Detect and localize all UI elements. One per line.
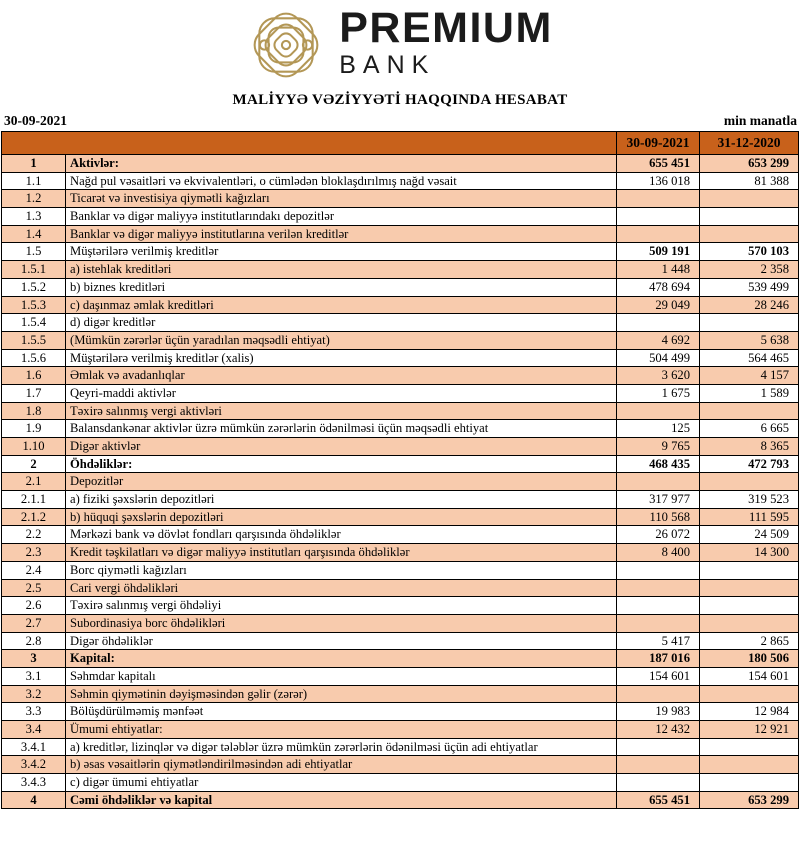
table-row	[2, 208, 799, 226]
row-number-cell: 2.8	[2, 632, 66, 650]
value-current-cell	[617, 738, 700, 756]
value-current-cell	[617, 225, 700, 243]
table-row	[2, 278, 799, 296]
value-current-cell	[617, 561, 700, 579]
row-label-cell: c) digər ümumi ehtiyatlar	[66, 774, 617, 792]
table-row	[2, 508, 799, 526]
value-prior-cell: 12 984	[700, 703, 799, 721]
row-label-cell: Digər aktivlər	[66, 438, 617, 456]
table-row	[2, 296, 799, 314]
table-row	[2, 614, 799, 632]
row-number-cell: 1.10	[2, 438, 66, 456]
table-row	[2, 561, 799, 579]
row-label-cell: Ümumi ehtiyatlar:	[66, 721, 617, 739]
value-current-cell	[617, 579, 700, 597]
value-prior-cell	[700, 614, 799, 632]
row-number-cell: 3.1	[2, 667, 66, 685]
value-current-cell	[617, 756, 700, 774]
value-current-cell: 3 620	[617, 367, 700, 385]
row-number-cell: 1.8	[2, 402, 66, 420]
report-table-body	[2, 155, 799, 809]
row-label-cell: Kapital:	[66, 650, 617, 668]
table-row	[2, 703, 799, 721]
table-row	[2, 384, 799, 402]
table-header-row	[2, 132, 799, 155]
value-current-cell: 468 435	[617, 455, 700, 473]
row-label-cell: Borc qiymətli kağızları	[66, 561, 617, 579]
row-label-cell: (Mümkün zərərlər üçün yaradılan məqsədli ehtiyat)	[66, 331, 617, 349]
row-label-cell: Digər öhdəliklər	[66, 632, 617, 650]
value-prior-cell	[700, 190, 799, 208]
table-row	[2, 190, 799, 208]
row-label-cell: Kredit təşkilatları və digər maliyyə institutları qarşısında öhdəliklər	[66, 544, 617, 562]
row-number-cell: 2.1	[2, 473, 66, 491]
header-stub-cell	[2, 132, 617, 155]
row-label-cell: d) digər kreditlər	[66, 314, 617, 332]
table-row	[2, 491, 799, 509]
row-label-cell: Müştərilərə verilmiş kreditlər (xalis)	[66, 349, 617, 367]
value-prior-cell	[700, 597, 799, 615]
row-number-cell: 1.7	[2, 384, 66, 402]
value-current-cell: 154 601	[617, 667, 700, 685]
value-prior-cell	[700, 208, 799, 226]
value-current-cell: 19 983	[617, 703, 700, 721]
value-prior-cell: 12 921	[700, 721, 799, 739]
value-prior-cell: 5 638	[700, 331, 799, 349]
value-prior-cell: 28 246	[700, 296, 799, 314]
table-row	[2, 774, 799, 792]
value-prior-cell	[700, 579, 799, 597]
row-label-cell: Balansdankənar aktivlər üzrə mümkün zərərlərin ödənilməsi üçün məqsədli ehtiyat	[66, 420, 617, 438]
row-number-cell: 1.9	[2, 420, 66, 438]
table-row	[2, 172, 799, 190]
value-current-cell: 9 765	[617, 438, 700, 456]
row-label-cell: Təxirə salınmış vergi öhdəliyi	[66, 597, 617, 615]
value-prior-cell: 111 595	[700, 508, 799, 526]
page-title: MALİYYƏ VƏZİYYƏTİ HAQQINDA HESABAT	[232, 92, 568, 108]
table-row	[2, 402, 799, 420]
row-label-cell: Öhdəliklər:	[66, 455, 617, 473]
value-prior-cell	[700, 685, 799, 703]
table-row	[2, 650, 799, 668]
value-prior-cell: 653 299	[700, 791, 799, 809]
value-prior-cell: 14 300	[700, 544, 799, 562]
table-row	[2, 438, 799, 456]
row-label-cell: c) daşınmaz əmlak kreditləri	[66, 296, 617, 314]
value-current-cell: 110 568	[617, 508, 700, 526]
value-prior-cell	[700, 756, 799, 774]
row-number-cell: 1.5.5	[2, 331, 66, 349]
table-row	[2, 756, 799, 774]
value-current-cell: 26 072	[617, 526, 700, 544]
value-current-cell	[617, 597, 700, 615]
table-row	[2, 597, 799, 615]
value-current-cell	[617, 774, 700, 792]
row-number-cell: 1.5.3	[2, 296, 66, 314]
row-number-cell: 2.1.2	[2, 508, 66, 526]
value-prior-cell: 472 793	[700, 455, 799, 473]
value-current-cell	[617, 402, 700, 420]
row-label-cell: b) əsas vəsaitlərin qiymətləndirilməsindən adi ehtiyatlar	[66, 756, 617, 774]
row-number-cell: 3.4.1	[2, 738, 66, 756]
value-current-cell: 509 191	[617, 243, 700, 261]
interlaced-knot-icon	[247, 6, 325, 84]
row-number-cell: 1.4	[2, 225, 66, 243]
table-row	[2, 331, 799, 349]
row-label-cell: Cari vergi öhdəlikləri	[66, 579, 617, 597]
value-prior-cell: 24 509	[700, 526, 799, 544]
value-current-cell: 8 400	[617, 544, 700, 562]
row-label-cell: Banklar və digər maliyyə institutlarına verilən kreditlər	[66, 225, 617, 243]
unit-label: min manatla	[723, 113, 797, 128]
value-prior-cell: 8 365	[700, 438, 799, 456]
value-current-cell	[617, 685, 700, 703]
bank-brand-sub: BANK	[339, 50, 436, 79]
value-prior-cell	[700, 402, 799, 420]
row-label-cell: a) fiziki şəxslərin depozitləri	[66, 491, 617, 509]
row-number-cell: 2.5	[2, 579, 66, 597]
value-current-cell: 478 694	[617, 278, 700, 296]
value-current-cell: 29 049	[617, 296, 700, 314]
row-number-cell: 1.6	[2, 367, 66, 385]
row-number-cell: 2	[2, 455, 66, 473]
value-current-cell	[617, 208, 700, 226]
row-number-cell: 2.7	[2, 614, 66, 632]
report-date: 30-09-2021	[4, 113, 67, 128]
value-prior-cell	[700, 473, 799, 491]
row-number-cell: 1.1	[2, 172, 66, 190]
row-label-cell: Bölüşdürülməmiş mənfəət	[66, 703, 617, 721]
table-row	[2, 579, 799, 597]
table-row	[2, 455, 799, 473]
table-row	[2, 544, 799, 562]
value-prior-cell	[700, 774, 799, 792]
value-prior-cell: 2 865	[700, 632, 799, 650]
row-label-cell: b) hüquqi şəxslərin depozitləri	[66, 508, 617, 526]
row-label-cell: Səhmdar kapitalı	[66, 667, 617, 685]
value-current-cell	[617, 190, 700, 208]
value-prior-cell: 4 157	[700, 367, 799, 385]
row-label-cell: Səhmin qiymətinin dəyişməsindən gəlir (zərər)	[66, 685, 617, 703]
value-prior-cell: 564 465	[700, 349, 799, 367]
row-number-cell: 2.4	[2, 561, 66, 579]
value-prior-cell: 180 506	[700, 650, 799, 668]
table-row	[2, 261, 799, 279]
row-number-cell: 1.3	[2, 208, 66, 226]
value-prior-cell	[700, 738, 799, 756]
header-prior-period: 31-12-2020	[700, 132, 799, 155]
header-current-period: 30-09-2021	[617, 132, 700, 155]
row-number-cell: 3	[2, 650, 66, 668]
row-number-cell: 3.4	[2, 721, 66, 739]
value-prior-cell	[700, 225, 799, 243]
value-current-cell: 317 977	[617, 491, 700, 509]
value-prior-cell: 1 589	[700, 384, 799, 402]
row-number-cell: 1.2	[2, 190, 66, 208]
row-number-cell: 3.4.3	[2, 774, 66, 792]
value-prior-cell: 570 103	[700, 243, 799, 261]
value-current-cell	[617, 473, 700, 491]
meta-row	[0, 109, 800, 131]
table-row	[2, 225, 799, 243]
row-number-cell: 3.2	[2, 685, 66, 703]
value-prior-cell	[700, 561, 799, 579]
table-row	[2, 721, 799, 739]
value-prior-cell	[700, 314, 799, 332]
table-row	[2, 473, 799, 491]
bank-logo-text	[339, 4, 553, 80]
value-prior-cell: 2 358	[700, 261, 799, 279]
value-current-cell: 655 451	[617, 791, 700, 809]
report-header	[0, 0, 800, 131]
row-number-cell: 2.3	[2, 544, 66, 562]
row-number-cell: 1.5	[2, 243, 66, 261]
row-number-cell: 3.3	[2, 703, 66, 721]
row-number-cell: 2.6	[2, 597, 66, 615]
row-number-cell: 1	[2, 155, 66, 173]
row-label-cell: b) biznes kreditləri	[66, 278, 617, 296]
value-current-cell: 187 016	[617, 650, 700, 668]
table-row	[2, 349, 799, 367]
row-label-cell: a) istehlak kreditləri	[66, 261, 617, 279]
value-prior-cell: 539 499	[700, 278, 799, 296]
value-prior-cell: 6 665	[700, 420, 799, 438]
value-current-cell	[617, 614, 700, 632]
value-current-cell: 1 448	[617, 261, 700, 279]
row-label-cell: Cəmi öhdəliklər və kapital	[66, 791, 617, 809]
value-current-cell: 504 499	[617, 349, 700, 367]
value-current-cell: 12 432	[617, 721, 700, 739]
table-row	[2, 526, 799, 544]
row-number-cell: 1.5.1	[2, 261, 66, 279]
row-label-cell: Banklar və digər maliyyə institutlarındakı depozitlər	[66, 208, 617, 226]
value-current-cell: 655 451	[617, 155, 700, 173]
value-current-cell	[617, 314, 700, 332]
row-label-cell: Mərkəzi bank və dövlət fondları qarşısında öhdəliklər	[66, 526, 617, 544]
row-label-cell: Qeyri-maddi aktivlər	[66, 384, 617, 402]
table-row	[2, 420, 799, 438]
value-current-cell: 1 675	[617, 384, 700, 402]
row-number-cell: 2.2	[2, 526, 66, 544]
row-label-cell: Müştərilərə verilmiş kreditlər	[66, 243, 617, 261]
row-label-cell: Nağd pul vəsaitləri və ekvivalentləri, o cümlədən bloklaşdırılmış nağd vəsait	[66, 172, 617, 190]
value-current-cell: 4 692	[617, 331, 700, 349]
row-label-cell: Təxirə salınmış vergi aktivləri	[66, 402, 617, 420]
balance-sheet-table	[1, 131, 799, 809]
table-row	[2, 791, 799, 809]
table-row	[2, 685, 799, 703]
value-prior-cell: 319 523	[700, 491, 799, 509]
row-label-cell: Əmlak və avadanlıqlar	[66, 367, 617, 385]
table-row	[2, 667, 799, 685]
table-row	[2, 367, 799, 385]
bank-logo	[0, 0, 800, 84]
row-number-cell: 4	[2, 791, 66, 809]
row-number-cell: 1.5.2	[2, 278, 66, 296]
table-row	[2, 155, 799, 173]
row-label-cell: a) kreditlər, lizinqlər və digər tələblər üzrə mümkün zərərlərin ödənilməsi üçün adi ehtiyatlar	[66, 738, 617, 756]
row-label-cell: Aktivlər:	[66, 155, 617, 173]
table-row	[2, 632, 799, 650]
value-prior-cell: 653 299	[700, 155, 799, 173]
row-number-cell: 1.5.4	[2, 314, 66, 332]
value-current-cell: 5 417	[617, 632, 700, 650]
table-row	[2, 243, 799, 261]
table-row	[2, 314, 799, 332]
row-number-cell: 3.4.2	[2, 756, 66, 774]
table-row	[2, 738, 799, 756]
bank-brand-name: PREMIUM	[339, 4, 553, 53]
value-current-cell: 136 018	[617, 172, 700, 190]
value-current-cell: 125	[617, 420, 700, 438]
row-number-cell: 1.5.6	[2, 349, 66, 367]
value-prior-cell: 154 601	[700, 667, 799, 685]
value-prior-cell: 81 388	[700, 172, 799, 190]
row-label-cell: Subordinasiya borc öhdəlikləri	[66, 614, 617, 632]
row-label-cell: Depozitlər	[66, 473, 617, 491]
row-number-cell: 2.1.1	[2, 491, 66, 509]
row-label-cell: Ticarət və investisiya qiymətli kağızları	[66, 190, 617, 208]
